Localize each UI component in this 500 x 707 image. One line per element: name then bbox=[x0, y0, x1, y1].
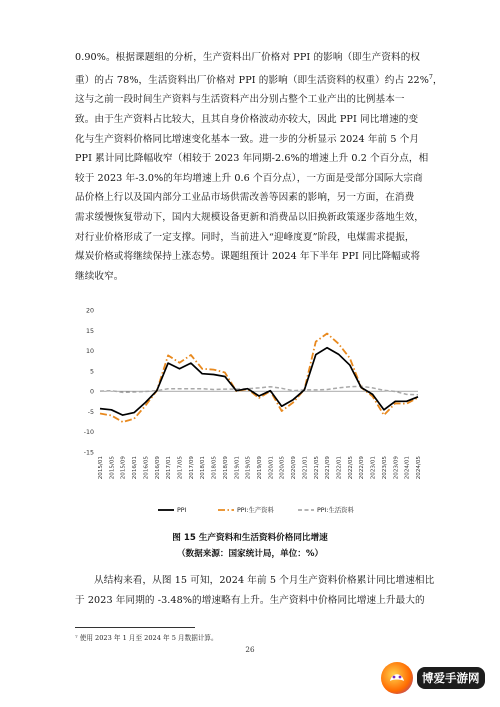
legend-label: PPI:生活资料 bbox=[317, 507, 354, 514]
x-tick-label: 2020/09 bbox=[291, 456, 298, 480]
series-line bbox=[100, 334, 418, 423]
x-tick-label: 2015/05 bbox=[109, 456, 116, 480]
body-line: 这与之前一段时间生产资料与生活资料产出分别占整个工业产出的比例基本一 bbox=[75, 94, 405, 106]
x-tick-label: 2022/05 bbox=[347, 456, 354, 480]
x-tick-label: 2017/05 bbox=[177, 456, 184, 480]
y-tick-label: 10 bbox=[85, 348, 94, 356]
body-line: 对行业价格形成了一定支撑。同时，当前进入“迎峰度夏”阶段，电煤需求提振， bbox=[75, 231, 415, 243]
y-tick-label: -10 bbox=[83, 429, 94, 437]
body-line: 0.90%。根据课题组的分析，生产资料出厂价格对 PPI 的影响（即生产资料的权 bbox=[75, 52, 421, 63]
x-tick-label: 2015/01 bbox=[98, 456, 104, 480]
body-line: 于 2023 年同期的 -3.48%的增速略有上升。生产资料中价格同比增速上升最大的 bbox=[75, 594, 425, 606]
x-tick-label: 2021/05 bbox=[313, 456, 320, 480]
body-line: 化与生产资料价格同比增速变化基本一致。进一步的分析显示 2024 年前 5 个月 bbox=[75, 133, 420, 145]
watermark-logo-icon bbox=[381, 662, 413, 694]
body-line: 品价格上行以及国内部分工业品市场供需改善等因素的影响，另一方面，在消费 bbox=[75, 192, 415, 204]
footnote-divider bbox=[75, 627, 195, 628]
watermark-text: 博爱手游网 bbox=[417, 667, 485, 689]
page-number: 26 bbox=[245, 645, 255, 654]
x-tick-label: 2018/01 bbox=[200, 456, 207, 480]
body-line: 从结构来看，从图 15 可知，2024 年前 5 个月生产资料价格累计同比增速相比 bbox=[94, 575, 435, 586]
x-tick-label: 2024/05 bbox=[416, 456, 422, 480]
after-paragraph bbox=[75, 571, 435, 610]
x-tick-label: 2019/09 bbox=[257, 456, 263, 480]
legend-label: PPI:生产资料 bbox=[237, 507, 274, 514]
x-tick-label: 2016/01 bbox=[132, 456, 139, 480]
watermark bbox=[381, 660, 489, 696]
body-line: 继续收窄。 bbox=[75, 270, 124, 282]
x-tick-label: 2023/09 bbox=[393, 456, 400, 480]
body-paragraph bbox=[75, 48, 443, 286]
x-tick-label: 2022/01 bbox=[336, 456, 343, 480]
y-tick-label: 5 bbox=[89, 368, 94, 376]
body-line: 煤炭价格或将继续保持上涨态势。课题组预计 2024 年下半年 PPI 同比降幅或将 bbox=[75, 251, 421, 263]
line-chart bbox=[78, 300, 423, 525]
x-tick-label: 2021/09 bbox=[325, 456, 332, 480]
y-tick-label: 20 bbox=[85, 307, 94, 315]
x-tick-label: 2017/09 bbox=[188, 456, 195, 480]
x-tick-label: 2022/09 bbox=[359, 456, 366, 480]
body-line: PPI 累计同比降幅收窄（相较于 2023 年同期-2.6%的增速上升 0.2 个百分点，相 bbox=[75, 153, 429, 165]
x-tick-label: 2019/01 bbox=[234, 456, 241, 480]
x-tick-label: 2017/01 bbox=[166, 456, 173, 480]
body-line: 重）的占 78%，生活资料出厂价格对 PPI 的影响（即生活资料的权重）约占 22%$^7$， bbox=[75, 73, 443, 86]
x-tick-label: 2020/05 bbox=[279, 456, 286, 480]
x-tick-label: 2024/01 bbox=[404, 456, 411, 480]
y-tick-label: 0 bbox=[89, 388, 94, 396]
x-tick-label: 2020/01 bbox=[268, 456, 275, 480]
x-tick-label: 2019/05 bbox=[245, 456, 252, 480]
series-line bbox=[100, 348, 418, 415]
legend-label: PPI bbox=[177, 507, 187, 514]
y-tick-label: -5 bbox=[87, 408, 94, 416]
footnote-mark: 7 bbox=[428, 73, 433, 81]
figure-caption: 图 15 生产资料和生活资料价格同比增速 bbox=[172, 533, 328, 543]
x-tick-label: 2021/01 bbox=[302, 456, 309, 480]
body-line: 较于 2023 年-3.0%的年均增速上升 0.6 个百分点），一方面是受部分国际大宗商 bbox=[75, 172, 423, 184]
x-tick-label: 2015/09 bbox=[120, 456, 127, 480]
body-line: 需求缓慢恢复带动下，国内大规模设备更新和消费品以旧换新政策逐步落地生效， bbox=[75, 211, 424, 223]
body-line: 致。由于生产资料占比较大，且其自身价格波动亦较大，因此 PPI 同比增速的变 bbox=[75, 113, 419, 125]
x-tick-label: 2023/05 bbox=[381, 456, 388, 480]
x-tick-label: 2018/09 bbox=[222, 456, 229, 480]
figure-source: （数据来源：国家统计局，单位：%） bbox=[176, 549, 324, 559]
x-tick-label: 2016/05 bbox=[143, 456, 150, 480]
x-tick-label: 2023/01 bbox=[370, 456, 377, 480]
x-tick-label: 2018/05 bbox=[211, 456, 218, 480]
x-tick-label: 2016/09 bbox=[154, 456, 161, 480]
y-tick-label: 15 bbox=[85, 327, 94, 335]
y-tick-label: -15 bbox=[83, 449, 94, 457]
footnote: ⁷ 使用 2023 年 1 月至 2024 年 5 月数据计算。 bbox=[75, 634, 218, 642]
